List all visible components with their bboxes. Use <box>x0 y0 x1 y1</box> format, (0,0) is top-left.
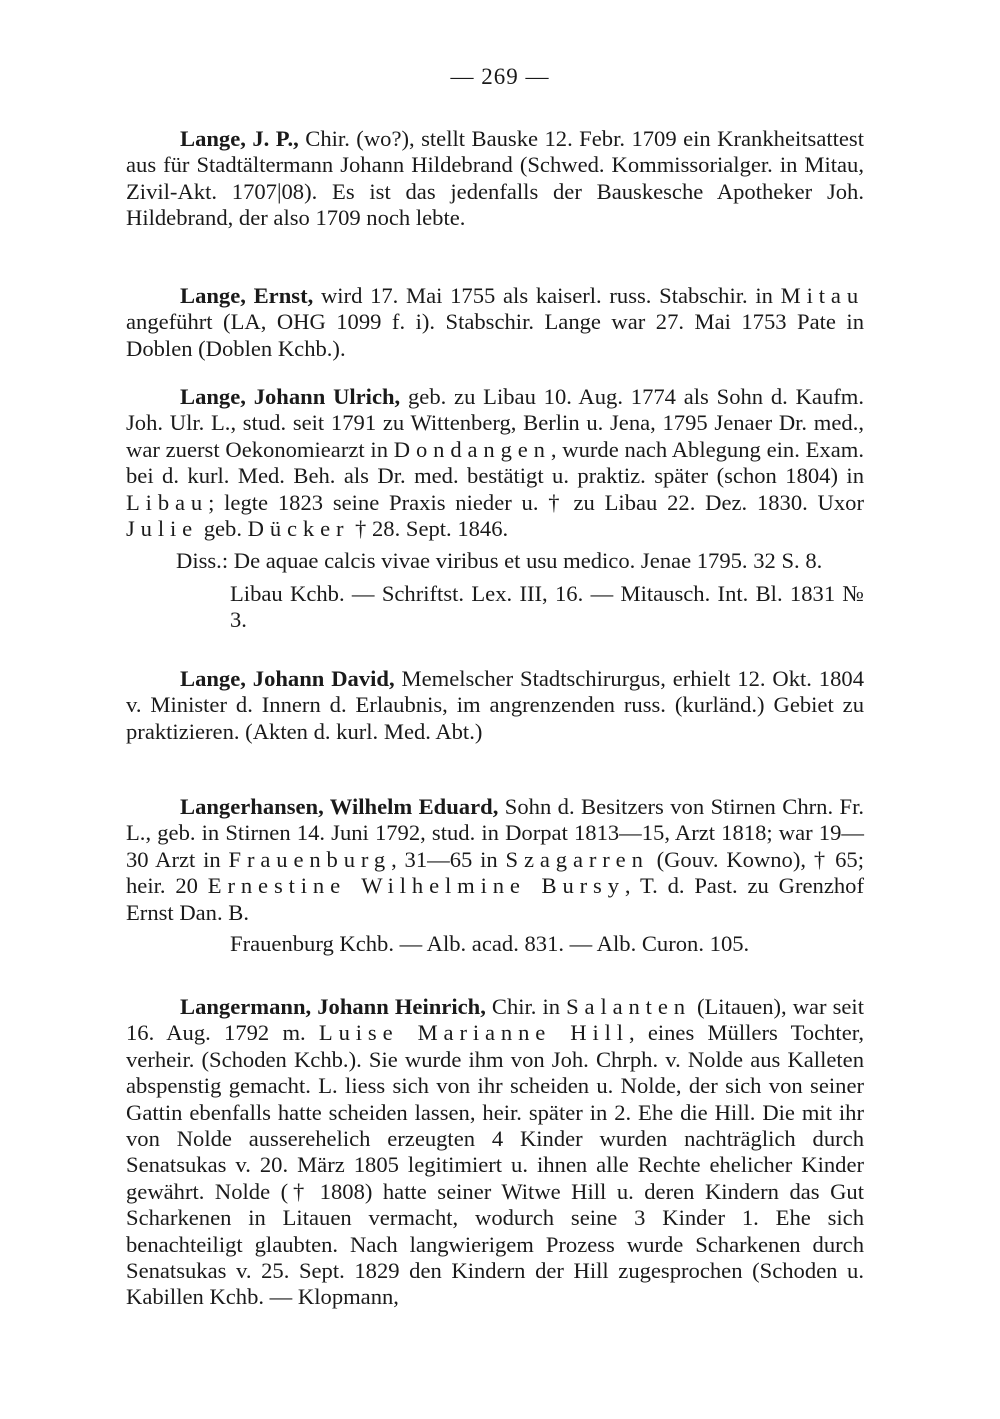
entry-langermann <box>126 994 864 1311</box>
sources-note: Libau Kchb. — Schriftst. Lex. III, 16. — Mitausch. Int. Bl. 1831 № 3. <box>230 580 864 633</box>
entry-text: Lange, J. P., Chir. (wo?), stellt Bauske 12. Febr. 1709 ein Krankheitsattest aus für Stadtältermann Johann Hildebrand (Schwed. Kommissorialger. in Mitau, Zivil-Akt. 1707|08). Es ist das jedenfalls der Bauskesche Apotheker Joh. Hildebrand, der also 1709 noch lebte. <box>126 126 864 231</box>
entry-langerhansen <box>126 794 864 957</box>
spaced-place-name: Szagarren <box>505 846 649 872</box>
entry-text: Langermann, Johann Heinrich, Chir. in Salanten (Litauen), war seit 16. Aug. 1792 m. Luise Marianne Hill, eines Müllers Tochter, verheir. (Schoden Kchb.). Sie wurde ihm von Joh. Chrph. v. Nolde aus Kalleten abspenstig gemacht. L. liess sich von ihr scheiden u. Nolde, der sich von seiner Gattin ebenfalls hatte scheiden lassen, heir. später in 2. Ehe die Hill. Die mit ihr von Nolde ausserehelich erzeugten 4 Kinder wurden nachträglich durch Senatsukas v. 20. März 1805 legitimiert u. ihnen alle Rechte ehelicher Kinder gewährt. Nolde († 1808) hatte seiner Witwe Hill u. deren Kindern das Gut Scharkenen in Litauen vermacht, wodurch seine 3 Kinder 1. Ehe sich benachteiligt glaubten. Nach langwierigem Prozess wurde Scharkenen durch Senatsukas v. 25. Sept. 1829 den Kindern der Hill zugesprochen (Schoden u. Kabillen Kchb. — Klopmann, <box>126 994 865 1310</box>
entry-lange-johann-david <box>126 666 864 745</box>
page-number: — 269 — <box>450 64 550 89</box>
spaced-place-name: Salanten <box>566 994 691 1019</box>
spaced-person-name: Julie <box>126 516 199 542</box>
entry-heading: Lange, Johann David, <box>180 666 395 691</box>
spaced-person-name: Dücker <box>247 516 350 542</box>
entry-heading: Lange, Ernst, <box>180 283 314 308</box>
entry-text: Lange, Johann Ulrich, geb. zu Libau 10. Aug. 1774 als Sohn d. Kaufm. Joh. Ulr. L., stud. seit 1791 zu Wittenberg, Berlin u. Jena, 1795 Jenaer Dr. med., war zuerst Oekonomiearzt in Dondangen, wurde nach Ablegung ein. Exam. bei d. kurl. Med. Beh. als Dr. med. bestätigt u. praktiz. später (schon 1804) in Libau; legte 1823 seine Praxis nieder u. † zu Libau 22. Dez. 1830. Uxor Julie geb. Dücker † 28. Sept. 1846. <box>126 384 864 542</box>
entry-lange-johann-ulrich <box>126 384 864 634</box>
spaced-place-name: Frauenburg <box>228 846 392 872</box>
sources-note: Frauenburg Kchb. — Alb. acad. 831. — Alb. Curon. 105. <box>230 931 750 957</box>
spaced-person-name: Luise Marianne Hill <box>318 1020 629 1046</box>
entry-heading: Lange, J. P., <box>180 126 299 151</box>
entry-heading: Lange, Johann Ulrich, <box>180 384 401 409</box>
entry-lange-ernst <box>126 283 864 362</box>
spaced-place-name: Mitau <box>780 283 865 308</box>
dissertation-note: Diss.: De aquae calcis vivae viribus et usu medico. Jenae 1795. 32 S. 8. <box>176 548 823 574</box>
spaced-person-name: Ernestine Wilhelmine Bursy <box>207 873 625 899</box>
spaced-place-name: Dondangen <box>393 436 551 462</box>
entry-lange-j-p <box>126 126 864 232</box>
spaced-place-name: Libau <box>126 489 209 515</box>
entry-text: Langerhansen, Wilhelm Eduard, Sohn d. Besitzers von Stirnen Chrn. Fr. L., geb. in Stirnen 14. Juni 1792, stud. in Dorpat 1813—15, Arzt 1818; war 19—30 Arzt in Frauenburg, 31—65 in Szagarren (Gouv. Kowno), † 65; heir. 20 Ernestine Wilhelmine Bursy, T. d. Past. zu Grenzhof Ernst Dan. B. <box>126 794 865 925</box>
entry-text: Lange, Johann David, Memelscher Stadtschirurgus, erhielt 12. Okt. 1804 v. Minister d. Innern d. Erlaubnis, im angrenzenden russ. (kurländ.) Gebiet zu praktizieren. (Akten d. kurl. Med. Abt.) <box>126 666 864 744</box>
entry-heading: Langermann, Johann Heinrich, <box>180 994 486 1019</box>
entry-text: Lange, Ernst, wird 17. Mai 1755 als kaiserl. russ. Stabschir. in Mitau angeführt (LA, OHG 1099 f. i). Stabschir. Lange war 27. Mai 1753 Pate in Doblen (Doblen Kchb.). <box>126 283 865 361</box>
entry-heading: Langerhansen, Wilhelm Eduard, <box>180 794 499 819</box>
